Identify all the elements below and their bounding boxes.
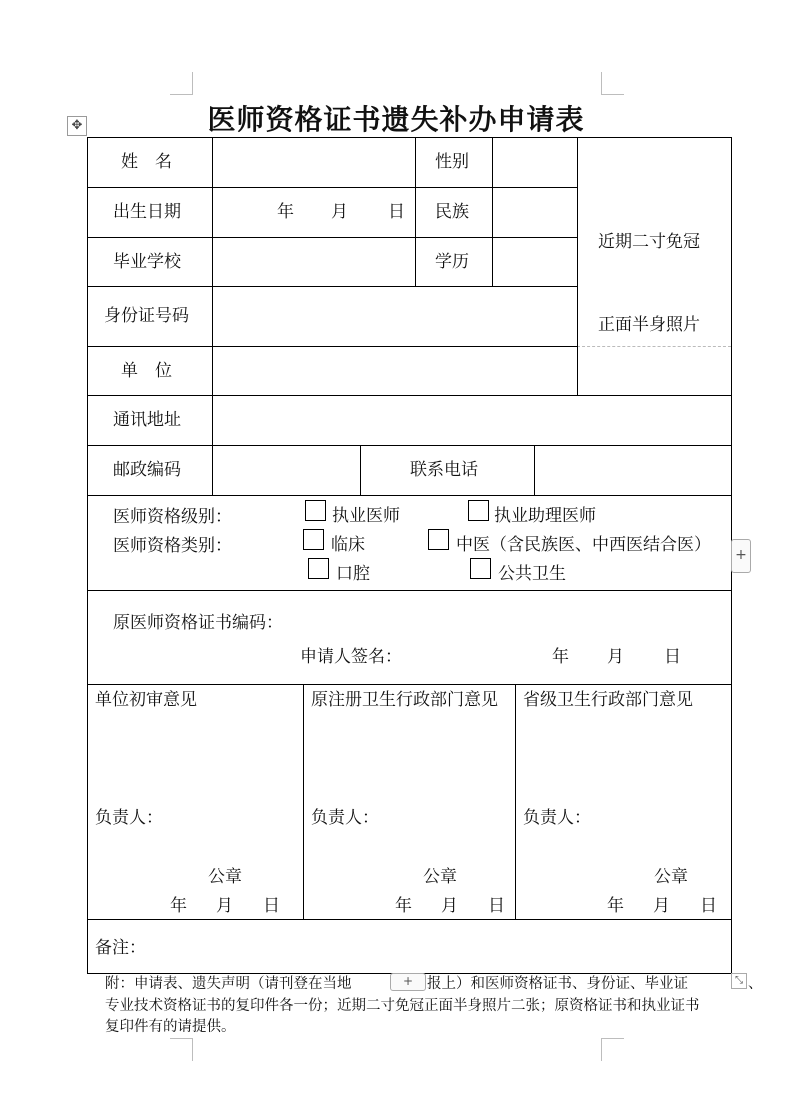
opinion-provincial-month: 月 xyxy=(653,896,670,916)
label-education: 学历 xyxy=(435,252,469,272)
crop-mark-bottom-right xyxy=(601,1038,624,1061)
checkbox-public-health[interactable] xyxy=(470,558,491,579)
opinion-unit-responsible: 负责人： xyxy=(95,808,163,828)
crop-mark-top-left xyxy=(170,72,193,95)
option-clinical: 临床 xyxy=(331,535,365,555)
checkbox-licensed-physician[interactable] xyxy=(305,500,326,521)
crop-mark-top-right xyxy=(601,72,624,95)
photo-note-line2: 正面半身照片 xyxy=(598,315,700,335)
label-name: 姓 名 xyxy=(121,152,172,172)
opinion-provincial-title: 省级卫生行政部门意见 xyxy=(523,690,693,710)
option-dental: 口腔 xyxy=(336,564,370,584)
add-column-button[interactable]: + xyxy=(731,539,751,573)
option-assistant-physician: 执业助理医师 xyxy=(494,506,596,526)
table-move-icon[interactable]: ✥ xyxy=(67,116,87,136)
birth-year: 年 xyxy=(277,202,294,222)
footnote-line2: 专业技术资格证书的复印件各一份；近期二寸免冠正面半身照片二张；原资格证书和执业证书 xyxy=(105,998,700,1014)
opinion-unit-day: 日 xyxy=(263,896,280,916)
opinion-registration-title: 原注册卫生行政部门意见 xyxy=(311,690,498,710)
option-licensed-physician: 执业医师 xyxy=(332,506,400,526)
signature-year: 年 xyxy=(552,647,569,667)
opinion-unit-seal: 公章 xyxy=(208,867,242,887)
checkbox-tcm[interactable] xyxy=(428,529,449,550)
label-postcode: 邮政编码 xyxy=(113,460,181,480)
option-public-health: 公共卫生 xyxy=(498,564,566,584)
opinion-registration-month: 月 xyxy=(441,896,458,916)
qualification-level-label: 医师资格级别： xyxy=(113,507,232,527)
opinion-provincial-year: 年 xyxy=(607,896,624,916)
opinion-registration-responsible: 负责人： xyxy=(311,808,379,828)
footnote-line1-part3: 、 xyxy=(748,976,763,992)
page-title: 医师资格证书遗失补办申请表 xyxy=(207,103,585,136)
option-tcm: 中医（含民族医、中西医结合医） xyxy=(456,535,711,555)
label-address: 通讯地址 xyxy=(113,410,181,430)
birth-month: 月 xyxy=(331,202,348,222)
opinion-unit-title: 单位初审意见 xyxy=(95,690,197,710)
label-ethnicity: 民族 xyxy=(435,202,469,222)
label-phone: 联系电话 xyxy=(410,460,478,480)
opinion-unit-year: 年 xyxy=(170,896,187,916)
opinion-provincial-day: 日 xyxy=(700,896,717,916)
checkbox-clinical[interactable] xyxy=(303,529,324,550)
label-id-number: 身份证号码 xyxy=(104,306,189,326)
qualification-category-label: 医师资格类别： xyxy=(113,536,232,556)
crop-mark-bottom-left xyxy=(170,1038,193,1061)
original-cert-label: 原医师资格证书编码： xyxy=(113,613,283,633)
table-resize-icon[interactable]: ⤡ xyxy=(731,973,747,989)
label-unit: 单 位 xyxy=(121,361,172,381)
opinion-registration-year: 年 xyxy=(395,896,412,916)
opinion-provincial-responsible: 负责人： xyxy=(523,808,591,828)
signature-month: 月 xyxy=(607,647,624,667)
birth-day: 日 xyxy=(388,202,405,222)
signature-day: 日 xyxy=(664,647,681,667)
checkbox-assistant-physician[interactable] xyxy=(468,500,489,521)
opinion-provincial-seal: 公章 xyxy=(654,867,688,887)
opinion-unit-month: 月 xyxy=(216,896,233,916)
signature-label: 申请人签名： xyxy=(300,647,402,667)
remarks-label: 备注： xyxy=(95,938,146,958)
photo-note-line1: 近期二寸免冠 xyxy=(598,232,700,252)
label-birth-date: 出生日期 xyxy=(113,202,181,222)
label-gender: 性别 xyxy=(435,152,469,172)
opinion-registration-seal: 公章 xyxy=(423,867,457,887)
opinion-registration-day: 日 xyxy=(488,896,505,916)
footnote-line1-part1: 附：申请表、遗失声明（请刊登在当地 xyxy=(105,976,352,992)
label-school: 毕业学校 xyxy=(113,252,181,272)
footnote-line3: 复印件有的请提供。 xyxy=(105,1019,236,1035)
checkbox-dental[interactable] xyxy=(308,558,329,579)
add-row-button[interactable]: + xyxy=(390,973,426,991)
footnote-line1-part2: 报上）和医师资格证书、身份证、毕业证 xyxy=(427,976,688,992)
